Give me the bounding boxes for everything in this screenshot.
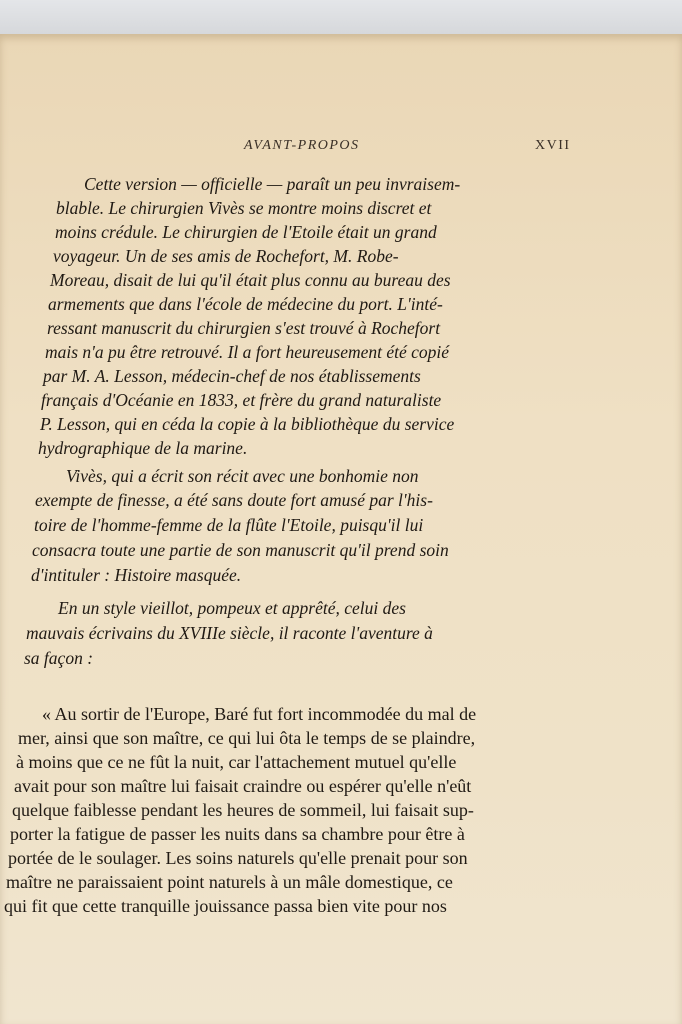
background-surface	[0, 0, 682, 34]
text-line: sa façon :	[24, 648, 94, 668]
text-line: Vivès, qui a écrit son récit avec une bonhomie non	[66, 466, 419, 486]
text-line: à moins que ce ne fût la nuit, car l'attachement mutuel qu'elle	[16, 752, 457, 772]
text-line: blable. Le chirurgien Vivès se montre moins discret et	[56, 198, 432, 218]
text-line: moins crédule. Le chirurgien de l'Etoile était un grand	[55, 222, 437, 242]
text-line: voyageur. Un de ses amis de Rochefort, M. Robe-	[53, 246, 399, 266]
text-line: armements que dans l'école de médecine du port. L'inté-	[48, 294, 443, 314]
text-line: hydrographique de la marine.	[38, 438, 248, 458]
book-page	[0, 34, 682, 1024]
text-line: Moreau, disait de lui qu'il était plus connu au bureau des	[50, 270, 451, 290]
text-line: P. Lesson, qui en céda la copie à la bibliothèque du service	[40, 414, 455, 434]
running-head-title: AVANT-PROPOS	[244, 138, 360, 153]
text-line: « Au sortir de l'Europe, Baré fut fort incommodée du mal de	[42, 704, 477, 724]
text-line: français d'Océanie en 1833, et frère du grand naturaliste	[41, 390, 442, 410]
text-line: mer, ainsi que son maître, ce qui lui ôta le temps de se plaindre,	[18, 728, 476, 748]
text-line: qui fit que cette tranquille jouissance passa bien vite pour nos	[4, 896, 447, 916]
text-line: mauvais écrivains du XVIIIe siècle, il raconte l'aventure à	[26, 623, 433, 643]
text-line: d'intituler : Histoire masquée.	[31, 565, 242, 585]
text-line: Cette version — officielle — paraît un peu invraisem-	[84, 174, 461, 194]
text-line: ressant manuscrit du chirurgien s'est trouvé à Rochefort	[47, 318, 441, 338]
text-line: toire de l'homme-femme de la flûte l'Etoile, puisqu'il lui	[34, 515, 424, 535]
page-number: XVII	[535, 138, 571, 153]
text-line: porter la fatigue de passer les nuits dans sa chambre pour être à	[10, 824, 465, 844]
text-line: maître ne paraissaient point naturels à un mâle domestique, ce	[6, 872, 453, 892]
text-line: exempte de finesse, a été sans doute fort amusé par l'his-	[35, 490, 433, 510]
running-head	[0, 138, 682, 160]
text-line: avait pour son maître lui faisait craindre ou espérer qu'elle n'eût	[14, 776, 472, 796]
text-line: En un style vieillot, pompeux et apprêté, celui des	[58, 598, 406, 618]
text-line: portée de le soulager. Les soins naturels qu'elle prenait pour son	[8, 848, 468, 868]
text-line: quelque faiblesse pendant les heures de sommeil, lui faisait sup-	[12, 800, 474, 820]
text-line: par M. A. Lesson, médecin-chef de nos établissements	[43, 366, 421, 386]
text-line: consacra toute une partie de son manuscrit qu'il prend soin	[32, 540, 449, 560]
text-line: mais n'a pu être retrouvé. Il a fort heureusement été copié	[45, 342, 450, 362]
